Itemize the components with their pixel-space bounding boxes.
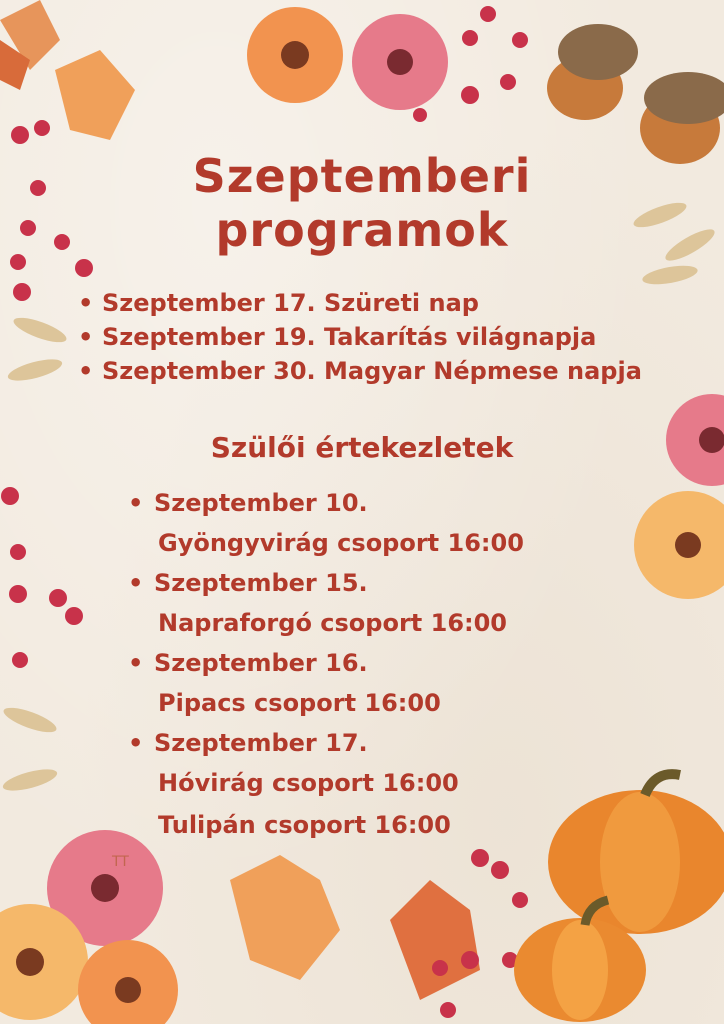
signature-initials: TT (112, 854, 129, 870)
meeting-item (128, 484, 588, 564)
event-item: • Szeptember 30. Magyar Népmese napja (78, 354, 678, 388)
page-title-line-2: programok (215, 203, 509, 257)
meeting-date: • Szeptember 15. (128, 564, 588, 602)
event-item: • Szeptember 17. Szüreti nap (78, 286, 678, 320)
meeting-date: • Szeptember 10. (128, 484, 588, 522)
top-left-leaves (0, 0, 135, 140)
meetings-heading: Szülői értekezletek (210, 431, 514, 464)
meeting-item (128, 644, 588, 724)
right-flowers (634, 394, 724, 599)
bottom-left-flowers (0, 830, 178, 1024)
meeting-group: Gyöngyvirág csoport 16:00 (158, 529, 524, 557)
meeting-item (128, 564, 588, 644)
bottom-leaves (230, 855, 480, 1000)
meeting-date: • Szeptember 17. (128, 724, 588, 762)
meeting-group: Pipacs csoport 16:00 (158, 689, 441, 717)
meeting-group: Napraforgó csoport 16:00 (158, 609, 508, 637)
meeting-group: Hóvirág csoport 16:00 (158, 769, 459, 797)
left-berries (1, 120, 93, 668)
event-list (78, 286, 678, 388)
meeting-list (128, 484, 588, 846)
acorns (547, 24, 724, 164)
meeting-date: • Szeptember 16. (128, 644, 588, 682)
top-flowers (247, 7, 448, 110)
meeting-group: Tulipán csoport 16:00 (158, 811, 451, 839)
meeting-item (128, 724, 588, 846)
event-item: • Szeptember 19. Takarítás világnapja (78, 320, 678, 354)
page-title-line-1: Szeptemberi (192, 149, 532, 203)
